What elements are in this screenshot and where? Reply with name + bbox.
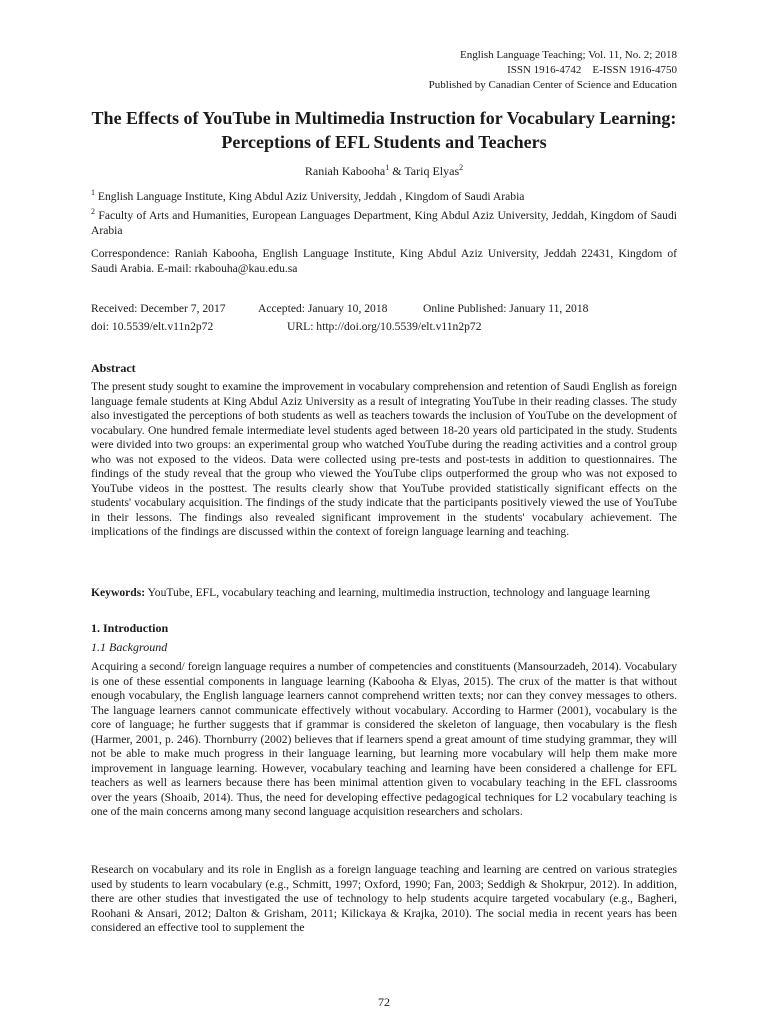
author-affiliation-mark: 1 — [385, 163, 390, 172]
journal-issn: ISSN 1916-4742 E-ISSN 1916-4750 — [507, 64, 677, 76]
doi-line — [91, 318, 677, 336]
author-separator: & — [389, 164, 405, 178]
keywords-text: YouTube, EFL, vocabulary teaching and learning, multimedia instruction, technology and language learning — [145, 586, 650, 599]
author-name: Tariq Elyas — [404, 164, 460, 178]
affiliation-text: English Language Institute, King Abdul Aziz University, Jeddah , Kingdom of Saudi Arabia — [97, 190, 525, 203]
received-date: Received: December 7, 2017 — [91, 302, 226, 315]
affiliation-mark: 1 — [91, 188, 95, 198]
correspondence — [91, 246, 677, 276]
section-heading-introduction: 1. Introduction — [91, 621, 169, 635]
body-paragraph: Research on vocabulary and its role in English as a foreign language teaching and learning are centred on various strategies used by students to learn vocabulary (e.g., Schmitt, 1997; Oxford, 1990; Fan, 2003; Seddigh & Shokrpur, 2012). In addition, there are other studies that investigated the use of technology to help students acquire targeted vocabulary (e.g., Bagheri, Roohani & Ansari, 2012; Dalton & Grisham, 2011; Kilickaya & Krajka, 2010). The social media in recent years has been considered an effective tool to supplement the — [91, 863, 677, 934]
journal-citation: English Language Teaching; Vol. 11, No. 2; 2018 — [460, 49, 677, 61]
keywords — [91, 586, 677, 601]
doi: doi: 10.5539/elt.v11n2p72 — [91, 320, 214, 333]
affiliation-1 — [91, 189, 677, 204]
affiliation-text: Faculty of Arts and Humanities, European Languages Department, King Abdul Aziz University, Jeddah, Kingdom of Saudi Arabia — [91, 209, 677, 237]
accepted-date: Accepted: January 10, 2018 — [258, 302, 388, 315]
correspondence-text: Correspondence: Raniah Kabooha, English Language Institute, King Abdul Aziz University, Jeddah 22431, Kingdom of Saudi Arabia. E-mail: rkabouha@kau.edu.sa — [91, 247, 677, 275]
author-affiliation-mark: 2 — [459, 163, 464, 172]
authors — [91, 164, 677, 179]
journal-header — [429, 48, 677, 93]
doi-url[interactable]: URL: http://doi.org/10.5539/elt.v11n2p72 — [287, 320, 482, 333]
affiliation-2 — [91, 208, 677, 238]
page-number: 72 — [378, 995, 390, 1009]
publication-dates — [91, 300, 677, 318]
journal-publisher: Published by Canadian Center of Science and Education — [428, 79, 677, 91]
abstract-heading: Abstract — [91, 361, 136, 375]
keywords-label: Keywords: — [91, 586, 146, 599]
affiliation-mark: 2 — [91, 207, 95, 217]
online-published-date: Online Published: January 11, 2018 — [423, 302, 589, 315]
subsection-heading-background: 1.1 Background — [91, 640, 168, 654]
author-name: Raniah Kabooha — [304, 164, 386, 178]
abstract-text: The present study sought to examine the improvement in vocabulary comprehension and retention of Saudi English as foreign language female students at King Abdul Aziz University as a result of integrating YouTube in their reading classes. The study also investigated the perceptions of both students as well as teachers towards the inclusion of YouTube on the development of vocabulary. One hundred female intermediate level students aged between 18-20 years old participated in the study. Students were divided into two groups: an experimental group who watched YouTube during the reading activities and a control group who was not exposed to the videos. Data were collected using pre-tests and post-tests in addition to questionnaires. The findings of the study reveal that the group who viewed the YouTube clips outperformed the group who was not exposed to YouTube videos in the posttest. The results clearly show that YouTube provided statistically significant effects on the students' vocabulary acquisition. The findings of the study indicate that the participants positively viewed the use of YouTube in their lessons. The findings also revealed significant improvement in the students' vocabulary achievement. The implications of the findings are discussed within the context of foreign language learning and teaching. — [91, 380, 677, 538]
article-title: The Effects of YouTube in Multimedia Instruction for Vocabulary Learning: Perceptions of EFL Students and Teachers — [91, 108, 677, 152]
body-paragraph: Acquiring a second/ foreign language requires a number of competencies and constituents (Mansourzadeh, 2014). Vocabulary is one of these essential components in language learning (Kabooha & Elyas, 2015). The crux of the matter is that without enough vocabulary, the English language learners cannot comprehend written texts; nor can they convey messages to others. The language learners cannot communicate effectively without vocabulary. According to Harmer (2001), vocabulary is the core of language; he further suggests that if grammar is considered the skeleton of language, then vocabulary is the flesh (Harmer, 2001, p. 246). Thornburry (2002) believes that if learners spend a great amount of time studying grammar, they will not be able to make much progress in their language learning, but learning more vocabulary will help them make more improvement in language learning. However, vocabulary teaching and learning have been considered a challenge for EFL teachers as well as learners because there has been minimal attention given to vocabulary teaching in the EFL classrooms over the years (Shoaib, 2014). Thus, the need for developing effective pedagogical techniques for L2 vocabulary teaching is one of the main concerns among many second language acquisition researchers and scholars. — [91, 660, 677, 818]
